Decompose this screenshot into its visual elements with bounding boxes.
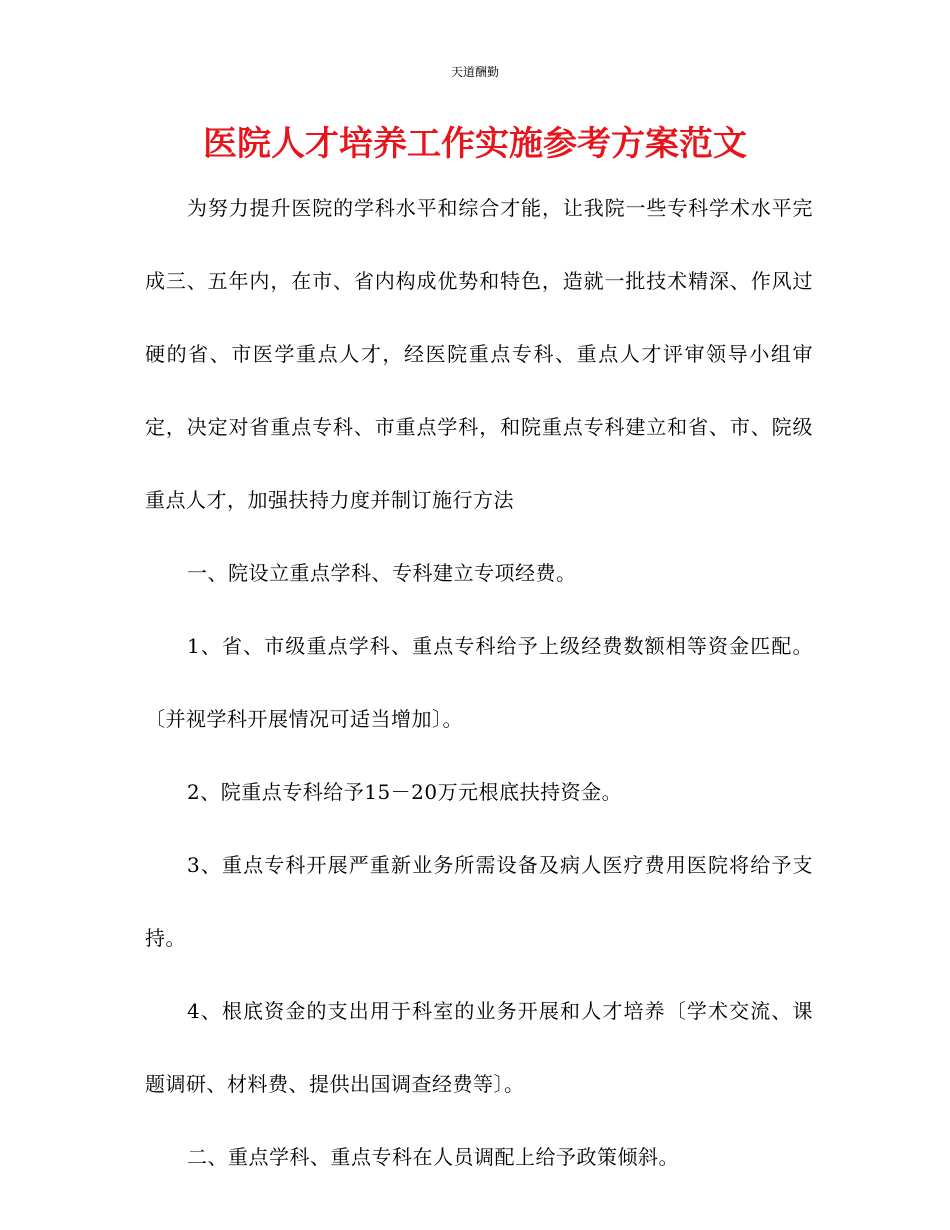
paragraph-item-4: 4、根底资金的支出用于科室的业务开展和人才培养〔学术交流、课题调研、材料费、提供出国调查经费等〕。 (145, 999, 813, 1096)
document-title: 医院人才培养工作实施参考方案范文 (203, 124, 747, 164)
paragraph-intro: 为努力提升医院的学科水平和综合才能，让我院一些专科学术水平完成三、五年内，在市、省内构成优势和特色，造就一批技术精深、作风过硬的省、市医学重点人才，经医院重点专科、重点人才评审领导小组审定，决定对省重点专科、市重点学科，和院重点专科建立和省、市、院级重点人才，加强扶持力度并制订施行方法 (145, 196, 813, 512)
paragraph-item-2: 2、院重点专科给予15－20万元根底扶持资金。 (187, 780, 623, 804)
paragraph-item-3: 3、重点专科开展严重新业务所需设备及病人医疗费用医院将给予支持。 (145, 853, 813, 950)
paragraph-section-2-heading: 二、重点学科、重点专科在人员调配上给予政策倾斜。 (187, 1145, 679, 1169)
document-body (145, 172, 813, 1194)
page-header: 天道酬勤 (450, 65, 499, 79)
paragraph-section-1-heading: 一、院设立重点学科、专科建立专项经费。 (187, 561, 577, 585)
paragraph-item-1: 1、省、市级重点学科、重点专科给予上级经费数额相等资金匹配。〔并视学科开展情况可适当增加〕。 (145, 634, 813, 731)
